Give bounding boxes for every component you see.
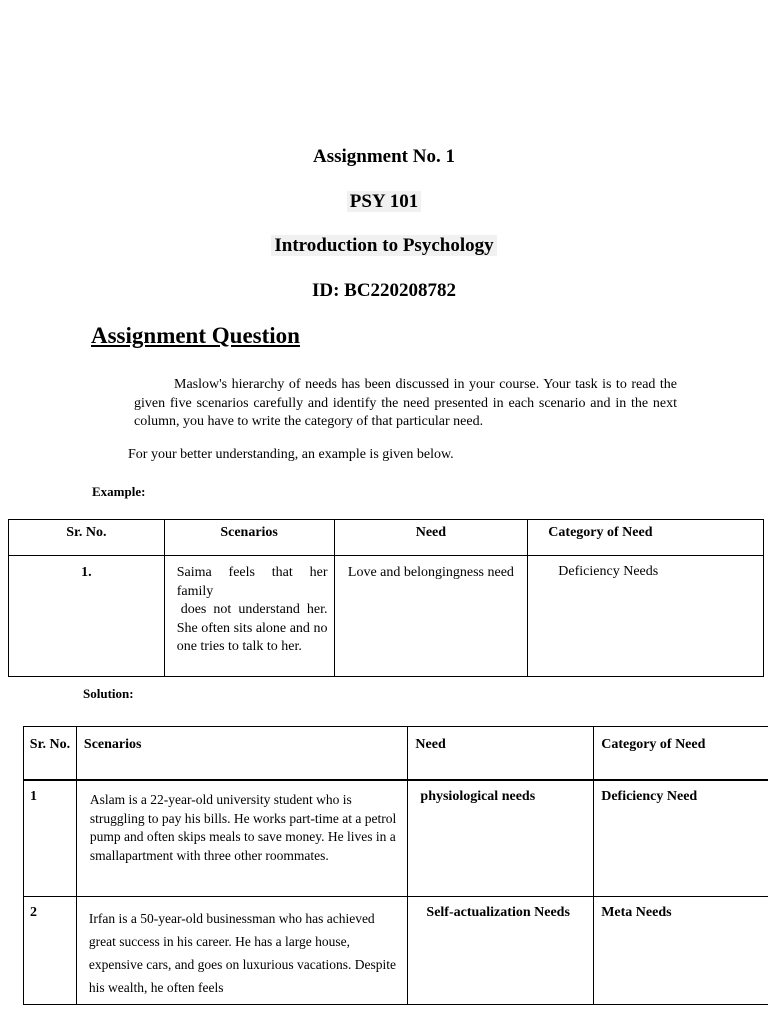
- header-need: Need: [415, 737, 446, 752]
- question-paragraph: Maslow's hierarchy of needs has been discussed in your course. Your task is to read the given five scenarios carefully and identify the need presented in each scenario and in the next column, you have to write the category of that particular need.: [134, 377, 677, 429]
- sr-cell: 1.: [9, 556, 165, 677]
- table-header-row: [24, 727, 768, 781]
- assignment-title-text: Assignment No. 1: [313, 146, 455, 167]
- header-cell: [76, 727, 407, 781]
- header-cell: [528, 520, 764, 556]
- need-cell: physiological needs: [408, 780, 594, 897]
- course-name: [0, 235, 768, 257]
- header-cell: [594, 727, 768, 781]
- header-cell: [164, 520, 334, 556]
- header-need: Need: [415, 525, 447, 540]
- sr-cell: 1: [24, 780, 77, 897]
- table-row: [24, 780, 768, 897]
- course-code: [0, 191, 768, 213]
- table-header-row: [9, 520, 764, 556]
- category-cell: Meta Needs: [594, 897, 768, 1005]
- scenario-cell: Aslam is a 22-year-old university student who is struggling to pay his bills. He works part-time at a petrol pump and often skips meals to save money. He lives in a smallapartment with three other roommates.: [76, 780, 407, 897]
- sr-cell: 2: [24, 897, 77, 1005]
- scenario-cell: [164, 556, 334, 677]
- section-heading: Assignment Question: [91, 323, 300, 348]
- header-category: Category of Need: [548, 525, 653, 540]
- course-name-text: Introduction to Psychology: [271, 235, 496, 256]
- example-table: [8, 519, 764, 677]
- course-code-text: PSY 101: [347, 191, 421, 212]
- category-cell: Deficiency Needs: [528, 556, 764, 677]
- header-cell: [334, 520, 528, 556]
- solution-table: [23, 726, 768, 1005]
- scenario-line: does not understand her. She often sits alone and no one tries to talk to her.: [176, 602, 328, 654]
- header-scenarios: Scenarios: [83, 737, 142, 752]
- assignment-title: [0, 146, 768, 168]
- need-cell: Love and belongingness need: [334, 556, 528, 677]
- student-id: [0, 280, 768, 302]
- solution-label: Solution:: [83, 686, 134, 701]
- header-cell: [9, 520, 165, 556]
- scenario-line: Saima feels that her family: [176, 565, 328, 599]
- header-sr-no: Sr. No.: [66, 525, 107, 540]
- example-label: Example:: [92, 484, 146, 499]
- header-scenarios: Scenarios: [220, 525, 278, 540]
- scenario-cell: Irfan is a 50-year-old businessman who has achieved great success in his career. He has a large house, expensive cars, and goes on luxurious vacations. Despite his wealth, he often feels: [76, 897, 407, 1005]
- header-cell: [24, 727, 77, 781]
- table-row: [9, 556, 764, 677]
- table-row: [24, 897, 768, 1005]
- example-intro-text: For your better understanding, an example is given below.: [128, 447, 454, 462]
- header-cell: [408, 727, 594, 781]
- header-category: Category of Need: [601, 737, 706, 752]
- need-cell: Self-actualization Needs: [408, 897, 594, 1005]
- header-sr-no: Sr. No.: [29, 737, 71, 752]
- student-id-text: ID: BC220208782: [311, 280, 457, 301]
- category-cell: Deficiency Need: [594, 780, 768, 897]
